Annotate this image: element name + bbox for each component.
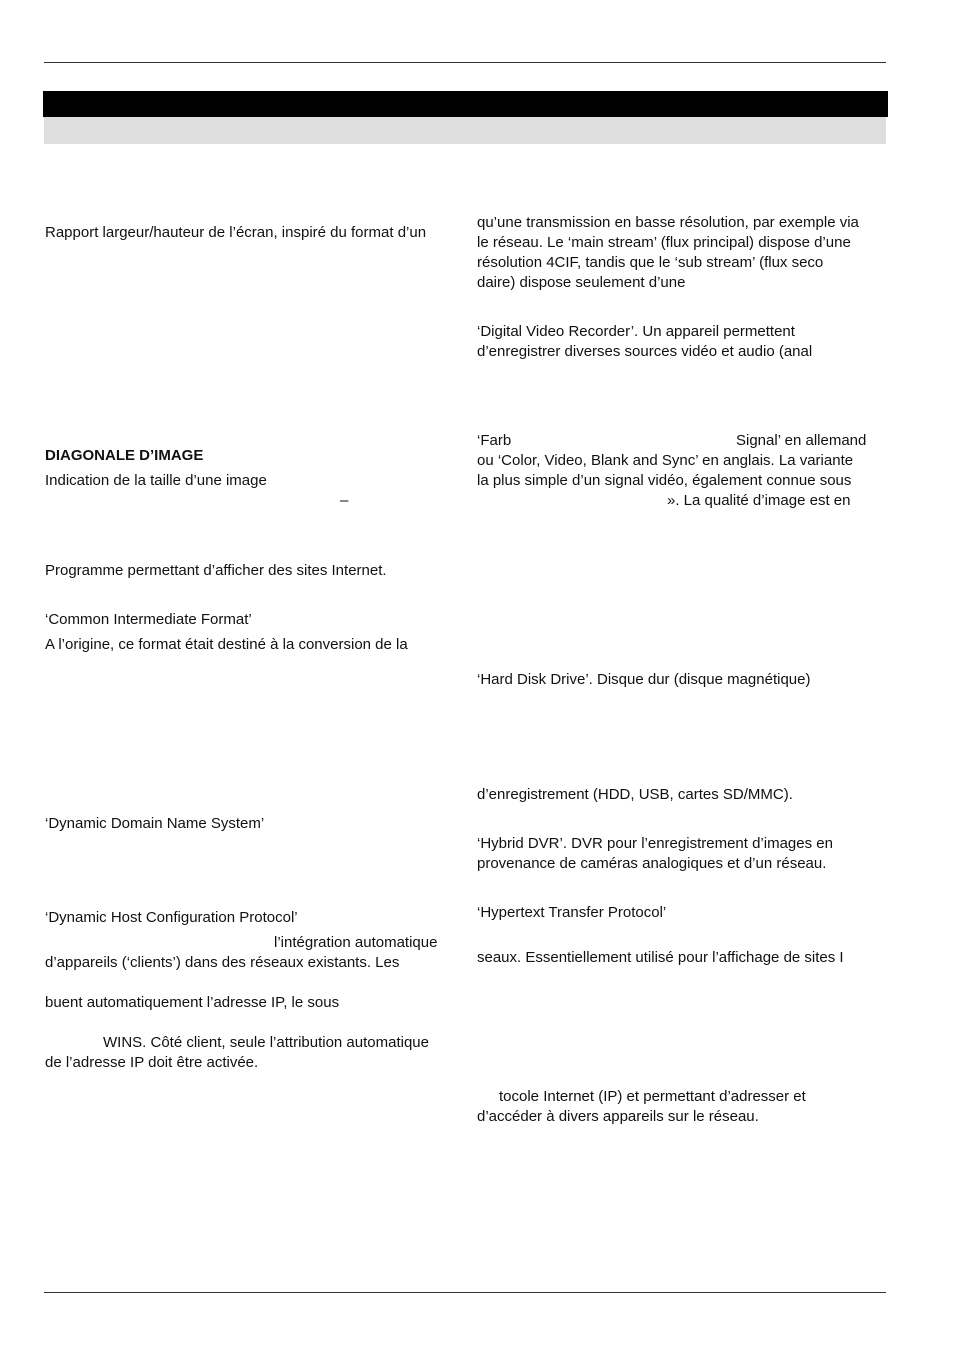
dhcp-line-3: buent automatiquement l’adresse IP, le sous <box>45 994 340 1011</box>
aspect-ratio-description: Rapport largeur/hauteur de l’écran, inspiré du format d’un <box>45 224 427 241</box>
diagonal-heading: DIAGONALE D’IMAGE <box>45 447 204 464</box>
fbas-line-4: ». La qualité d’image est en <box>667 492 851 509</box>
footer-rule <box>44 1292 886 1293</box>
dhcp-line-4: WINS. Côté client, seule l’attribution automatique <box>103 1034 429 1051</box>
storage-description: d’enregistrement (HDD, USB, cartes SD/MMC). <box>477 786 793 803</box>
cif-description: A l’origine, ce format était destiné à la conversion de la <box>45 636 408 653</box>
hdd-description: ‘Hard Disk Drive’. Disque dur (disque magnétique) <box>477 671 811 688</box>
hvr-line-1: ‘Hybrid DVR’. DVR pour l’enregistrement d’images en <box>477 835 833 852</box>
section-subtitle-bar <box>44 117 886 144</box>
dvr-line-2: d’enregistrer diverses sources vidéo et audio (anal <box>477 343 813 360</box>
dhcp-line-5: de l’adresse IP doit être activée. <box>45 1054 259 1071</box>
header-rule <box>44 62 886 63</box>
http-description: seaux. Essentiellement utilisé pour l’affichage de sites I <box>477 949 844 966</box>
http-term: ‘Hypertext Transfer Protocol’ <box>477 904 667 921</box>
dhcp-line-1: l’intégration automatique <box>274 934 438 951</box>
dual-stream-line-4: daire) dispose seulement d’une <box>477 274 686 291</box>
cif-term: ‘Common Intermediate Format’ <box>45 611 252 628</box>
dhcp-term: ‘Dynamic Host Configuration Protocol’ <box>45 909 298 926</box>
fbas-line-1b: Signal’ en allemand <box>736 432 867 449</box>
dvr-line-1: ‘Digital Video Recorder’. Un appareil permettent <box>477 323 795 340</box>
dual-stream-line-1: qu’une transmission en basse résolution, par exemple via <box>477 214 859 231</box>
dual-stream-line-2: le réseau. Le ‘main stream’ (flux principal) dispose d’une <box>477 234 851 251</box>
dual-stream-line-3: résolution 4CIF, tandis que le ‘sub stream’ (flux seco <box>477 254 824 271</box>
ip-line-1: tocole Internet (IP) et permettant d’adresser et <box>499 1088 806 1105</box>
fbas-line-3: la plus simple d’un signal vidéo, également connue sous <box>477 472 852 489</box>
fbas-line-1a: ‘Farb <box>477 432 512 449</box>
hvr-line-2: provenance de caméras analogiques et d’un réseau. <box>477 855 827 872</box>
ip-line-2: d’accéder à divers appareils sur le réseau. <box>477 1108 759 1125</box>
fbas-line-2: ou ‘Color, Video, Blank and Sync’ en anglais. La variante <box>477 452 854 469</box>
diagonal-description: Indication de la taille d’une image <box>45 472 267 489</box>
section-title-bar <box>43 91 888 117</box>
diagonal-dash: – <box>340 492 349 509</box>
browser-description: Programme permettant d’afficher des sites Internet. <box>45 562 387 579</box>
dhcp-line-2: d’appareils (‘clients’) dans des réseaux existants. Les <box>45 954 400 971</box>
ddns-term: ‘Dynamic Domain Name System’ <box>45 815 265 832</box>
